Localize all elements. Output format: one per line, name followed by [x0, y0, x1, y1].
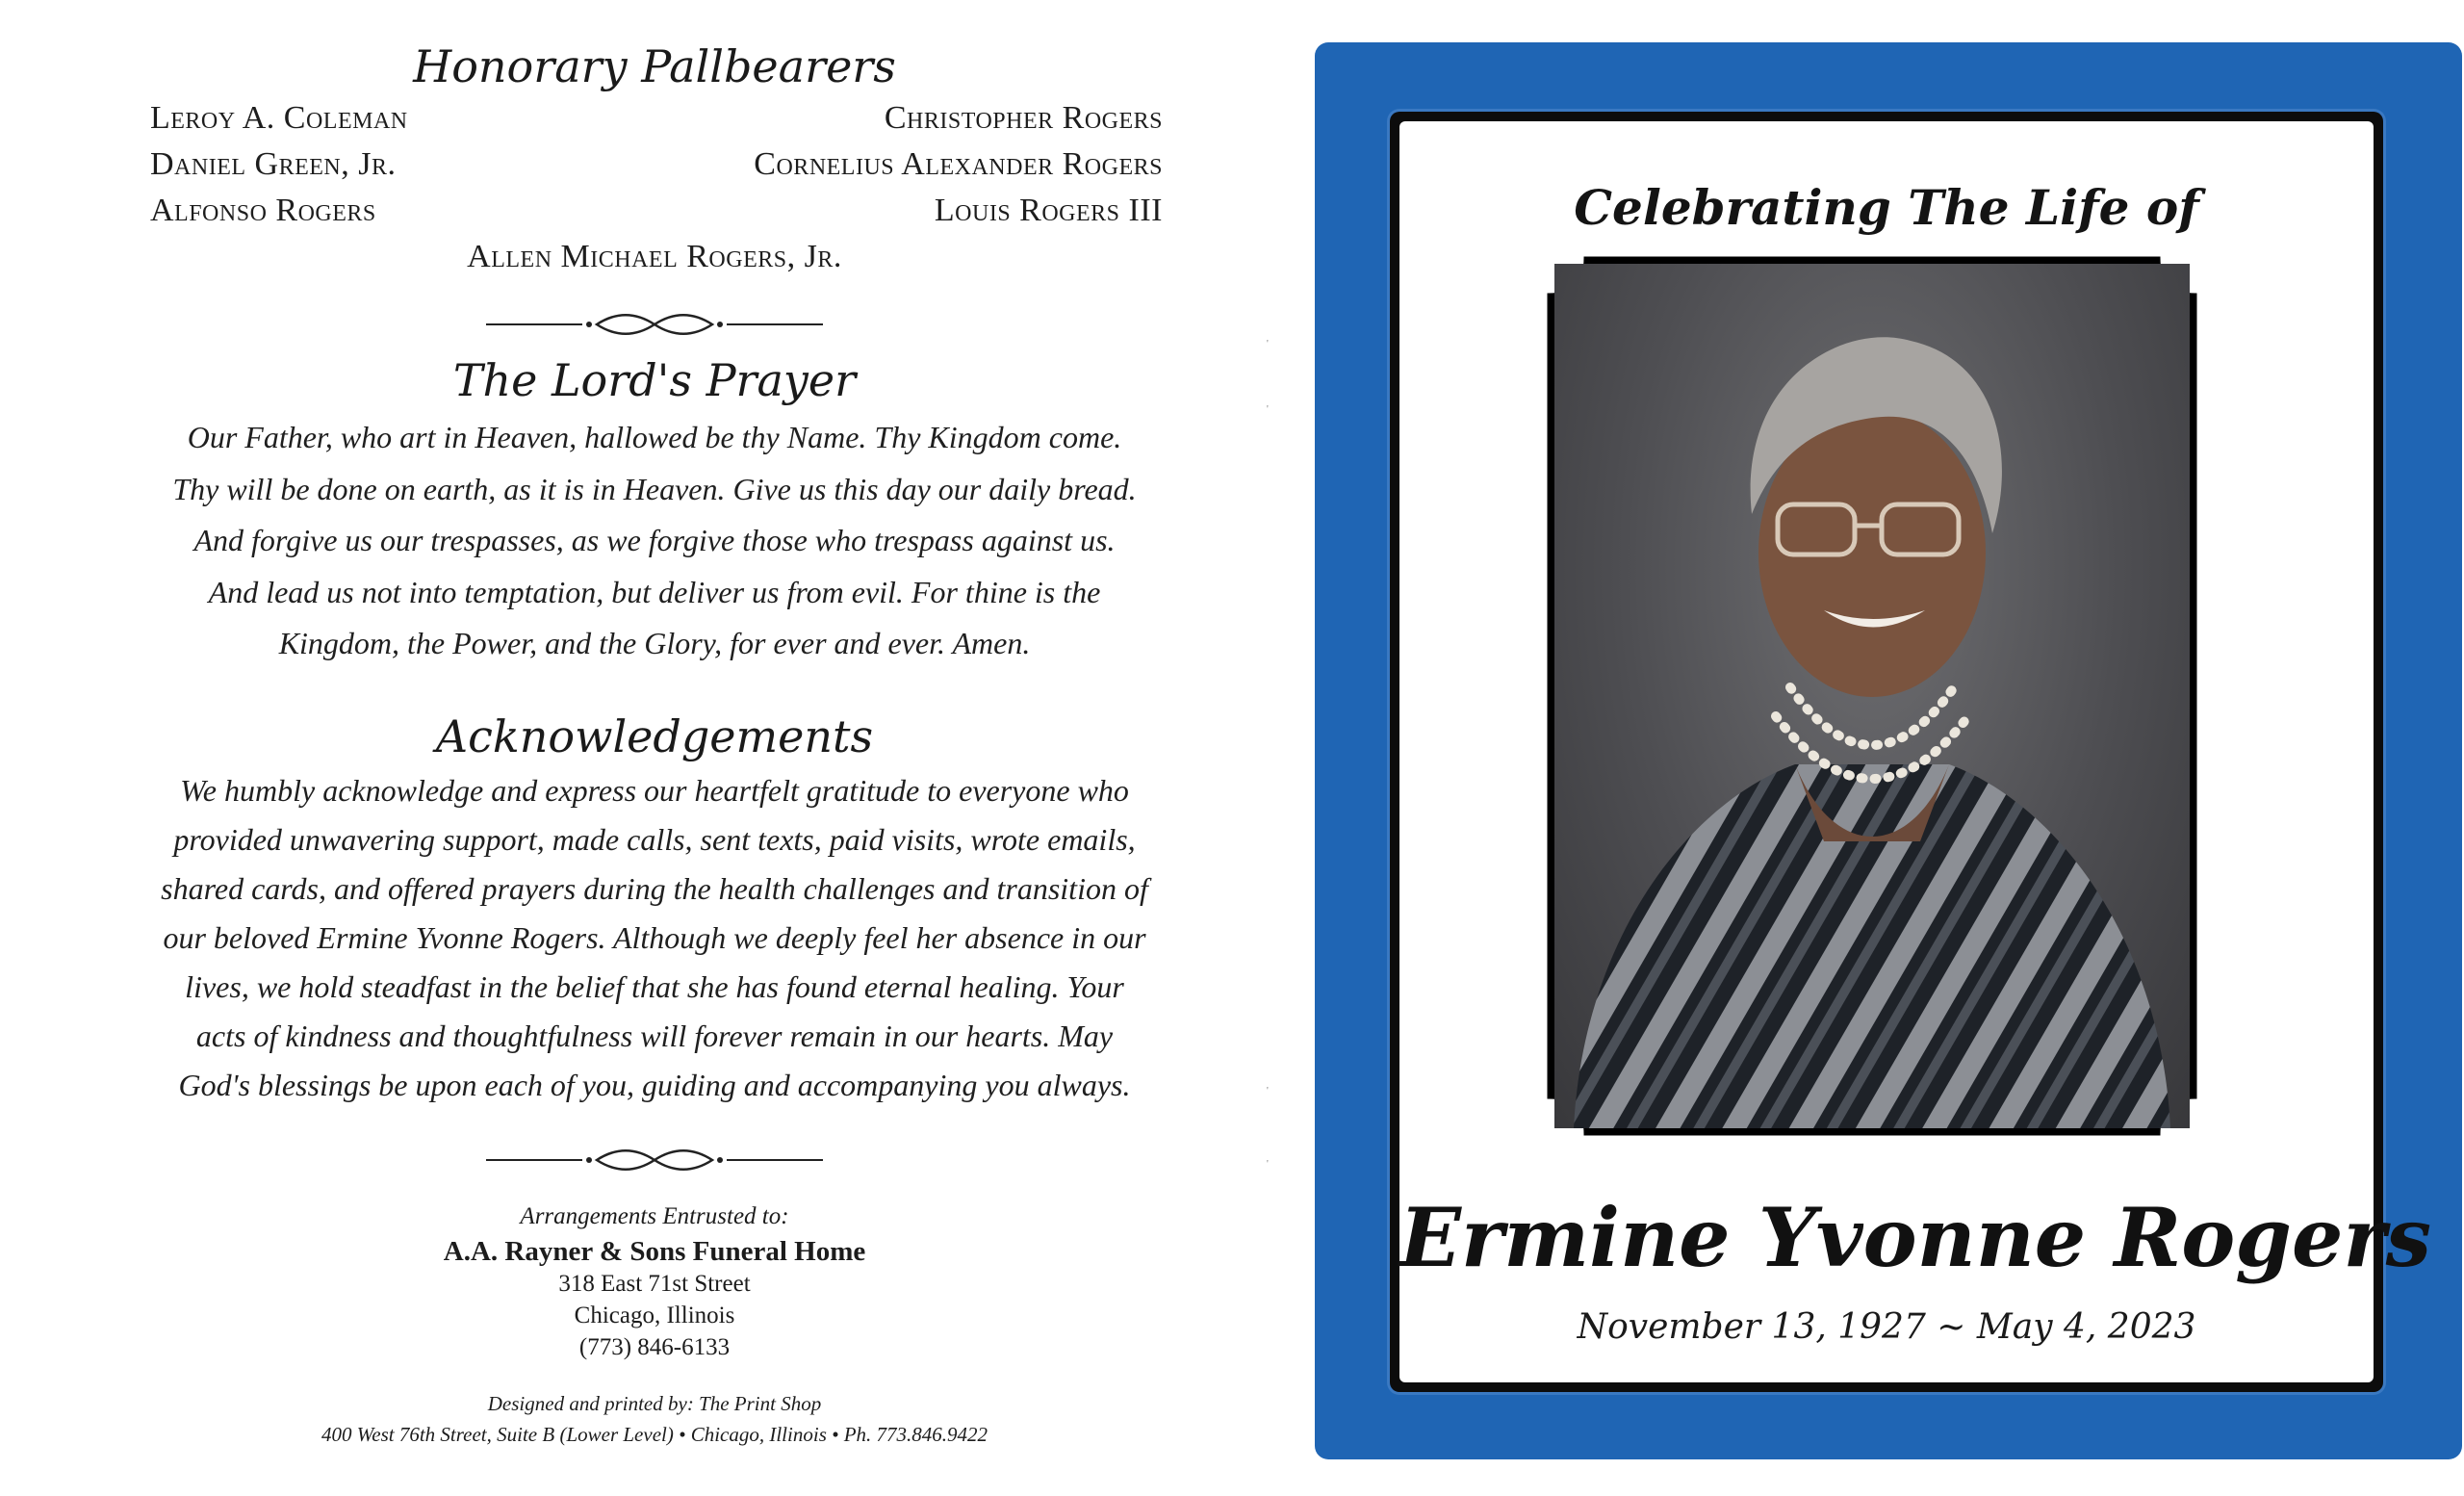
prayer-line: Our Father, who art in Heaven, hallowed be thy Name. Thy Kingdom come. — [187, 420, 1122, 454]
printer-address: 400 West 76th Street, Suite B (Lower Level) • Chicago, Illinois • Ph. 773.846.9422 — [321, 1423, 988, 1446]
prayer-line: Kingdom, the Power, and the Glory, for ever and ever. Amen. — [278, 626, 1031, 660]
flourish-divider — [0, 310, 1309, 339]
funeral-home-name: A.A. Rayner & Sons Funeral Home — [443, 1236, 866, 1267]
acknowledgement-line: We humbly acknowledge and express our heartfelt gratitude to everyone who — [180, 773, 1129, 808]
cover-panel — [1399, 121, 2432, 1382]
flourish-divider — [0, 1146, 1309, 1174]
funeral-home-address: 318 East 71st Street — [558, 1271, 751, 1297]
acknowledgements-text — [116, 766, 1194, 1110]
life-dates: November 13, 1927 ~ May 4, 2023 — [1577, 1307, 2196, 1347]
prayer-line: Thy will be done on earth, as it is in Heaven. Give us this day our daily bread. — [172, 471, 1137, 506]
pallbearer-name: Allen Michael Rogers, Jr. — [467, 239, 842, 274]
portrait-frame — [1547, 256, 2197, 1136]
pallbearer-name: Louis Rogers III — [934, 193, 1163, 228]
pallbearer-name: Leroy A. Coleman — [150, 100, 408, 136]
prayer-text — [116, 412, 1194, 670]
printer-credit: Designed and printed by: The Print Shop — [487, 1392, 822, 1415]
fold-mark: ' — [1267, 339, 1269, 349]
acknowledgement-line: lives, we hold steadfast in the belief that she has found eternal healing. Your — [185, 969, 1124, 1004]
prayer-line: And forgive us our trespasses, as we forgive those who trespass against us. — [193, 523, 1116, 557]
funeral-home-phone: (773) 846-6133 — [578, 1334, 731, 1360]
deceased-name: Ermine Yvonne Rogers — [1399, 1190, 2432, 1285]
acknowledgement-line: our beloved Ermine Yvonne Rogers. Although we deeply feel her absence in our — [163, 920, 1146, 955]
pallbearer-name: Cornelius Alexander Rogers — [754, 146, 1163, 182]
acknowledgement-line: acts of kindness and thoughtfulness will forever remain in our hearts. May — [195, 1019, 1114, 1053]
fold-mark: ' — [1267, 1159, 1269, 1170]
acknowledgements-title: Acknowledgements — [435, 710, 874, 762]
program-cover — [1315, 42, 2462, 1459]
pallbearer-name: Alfonso Rogers — [150, 193, 376, 228]
cover-heading: Celebrating The Life of — [1574, 179, 2199, 236]
pallbearer-name: Christopher Rogers — [884, 100, 1163, 136]
prayer-title: The Lord's Prayer — [452, 354, 857, 406]
pallbearer-name: Daniel Green, Jr. — [150, 146, 397, 182]
funeral-home-city: Chicago, Illinois — [574, 1303, 735, 1328]
prayer-line: And lead us not into temptation, but deliver us from evil. For thine is the — [208, 574, 1101, 609]
acknowledgement-line: God's blessings be upon each of you, guiding and accompanying you always. — [178, 1068, 1131, 1102]
cover-inner-frame — [1390, 112, 2432, 1392]
acknowledgement-line: provided unwavering support, made calls, sent texts, paid visits, wrote emails, — [173, 822, 1136, 857]
pallbearers-title: Honorary Pallbearers — [413, 40, 896, 92]
fold-mark: ' — [1267, 1086, 1269, 1096]
acknowledgement-line: shared cards, and offered prayers during the health challenges and transition of — [161, 871, 1148, 906]
portrait-illustration — [1554, 264, 2190, 1128]
arrangements-label: Arrangements Entrusted to: — [520, 1203, 789, 1229]
portrait-photo — [1554, 264, 2190, 1128]
fold-mark: ' — [1267, 404, 1269, 415]
